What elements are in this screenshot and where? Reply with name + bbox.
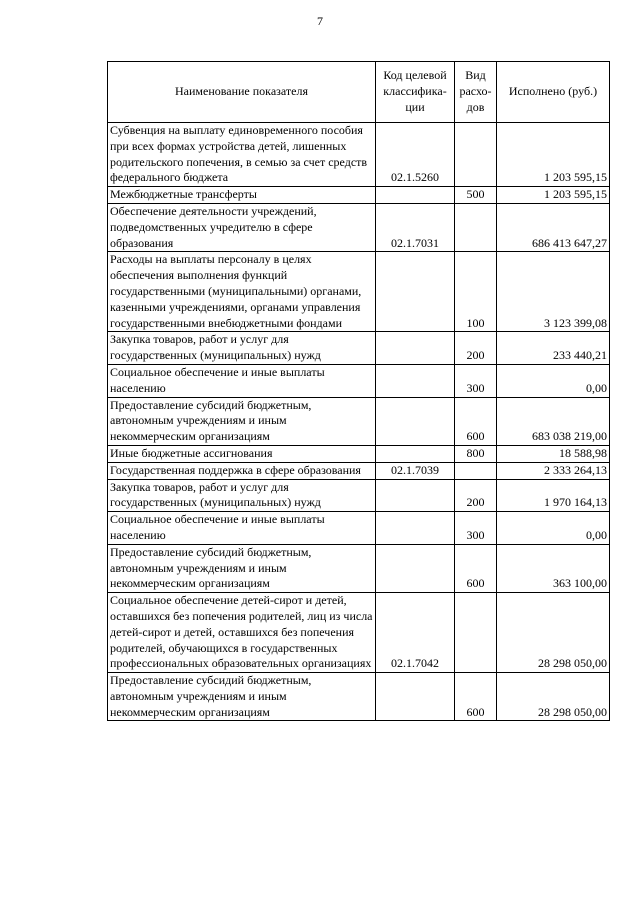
row-kind-cell: 200 [455,332,497,365]
row-code-cell: 02.1.7039 [376,462,455,479]
table-row [108,364,610,397]
row-name-cell: Межбюджетные трансферты [108,187,376,204]
row-name-cell: Социальное обеспечение детей-сирот и детей, оставшихся без попечения родителей, лиц из числа детей-сирот и детей, оставшихся без попечения родителей, обучающихся в государственных профессиональных образовательных организациях [108,593,376,673]
row-name-cell: Социальное обеспечение и иные выплаты населению [108,512,376,545]
row-amount-cell: 28 298 050,00 [497,673,610,721]
table-row [108,544,610,592]
row-code-cell [376,445,455,462]
table-row [108,252,610,332]
table-row [108,445,610,462]
row-name-cell: Обеспечение деятельности учреждений, подведомственных учредителю в сфере образования [108,203,376,251]
table-row [108,123,610,187]
row-code-cell [376,397,455,445]
row-amount-cell: 0,00 [497,512,610,545]
row-code-cell [376,544,455,592]
row-kind-cell: 600 [455,673,497,721]
row-code-cell [376,364,455,397]
row-kind-cell [455,203,497,251]
budget-execution-table [107,61,610,721]
header-amount: Исполнено (руб.) [497,62,610,123]
table-row [108,203,610,251]
table-row [108,332,610,365]
row-amount-cell: 1 970 164,13 [497,479,610,512]
table-row [108,187,610,204]
row-name-cell: Субвенция на выплату единовременного пособия при всех формах устройства детей, лишенных родительского попечения, в семью за счет средств федерального бюджета [108,123,376,187]
row-amount-cell: 233 440,21 [497,332,610,365]
row-kind-cell [455,462,497,479]
row-name-cell: Иные бюджетные ассигнования [108,445,376,462]
header-kind: Вид расхо-дов [455,62,497,123]
row-code-cell [376,512,455,545]
row-name-cell: Расходы на выплаты персоналу в целях обеспечения выполнения функций государственными (муниципальными) органами, казенными учреждениями, органами управления государственными внебюджетными фондами [108,252,376,332]
row-kind-cell [455,593,497,673]
table-row [108,462,610,479]
table-body [108,123,610,721]
row-kind-cell: 200 [455,479,497,512]
row-amount-cell: 1 203 595,15 [497,123,610,187]
row-code-cell [376,673,455,721]
row-amount-cell: 18 588,98 [497,445,610,462]
row-amount-cell: 28 298 050,00 [497,593,610,673]
row-kind-cell: 600 [455,544,497,592]
row-code-cell [376,332,455,365]
header-code: Код целевой классифика-ции [376,62,455,123]
row-code-cell [376,252,455,332]
row-amount-cell: 0,00 [497,364,610,397]
row-name-cell: Государственная поддержка в сфере образования [108,462,376,479]
table-row [108,397,610,445]
row-name-cell: Социальное обеспечение и иные выплаты населению [108,364,376,397]
table-row [108,512,610,545]
row-amount-cell: 1 203 595,15 [497,187,610,204]
row-name-cell: Закупка товаров, работ и услуг для государственных (муниципальных) нужд [108,332,376,365]
table-row [108,673,610,721]
row-code-cell [376,479,455,512]
row-code-cell [376,187,455,204]
page-number: 7 [317,14,323,28]
row-kind-cell: 500 [455,187,497,204]
row-name-cell: Предоставление субсидий бюджетным, автономным учреждениям и иным некоммерческим организациям [108,397,376,445]
row-code-cell: 02.1.5260 [376,123,455,187]
row-amount-cell: 686 413 647,27 [497,203,610,251]
row-kind-cell [455,123,497,187]
row-amount-cell: 683 038 219,00 [497,397,610,445]
row-kind-cell: 300 [455,512,497,545]
row-amount-cell: 2 333 264,13 [497,462,610,479]
row-kind-cell: 600 [455,397,497,445]
row-code-cell: 02.1.7042 [376,593,455,673]
row-code-cell: 02.1.7031 [376,203,455,251]
row-name-cell: Предоставление субсидий бюджетным, автономным учреждениям и иным некоммерческим организациям [108,544,376,592]
row-kind-cell: 100 [455,252,497,332]
table-row [108,593,610,673]
table-header-row [108,62,610,123]
row-name-cell: Предоставление субсидий бюджетным, автономным учреждениям и иным некоммерческим организациям [108,673,376,721]
table-row [108,479,610,512]
header-name: Наименование показателя [108,62,376,123]
row-kind-cell: 800 [455,445,497,462]
row-kind-cell: 300 [455,364,497,397]
row-name-cell: Закупка товаров, работ и услуг для государственных (муниципальных) нужд [108,479,376,512]
row-amount-cell: 3 123 399,08 [497,252,610,332]
row-amount-cell: 363 100,00 [497,544,610,592]
